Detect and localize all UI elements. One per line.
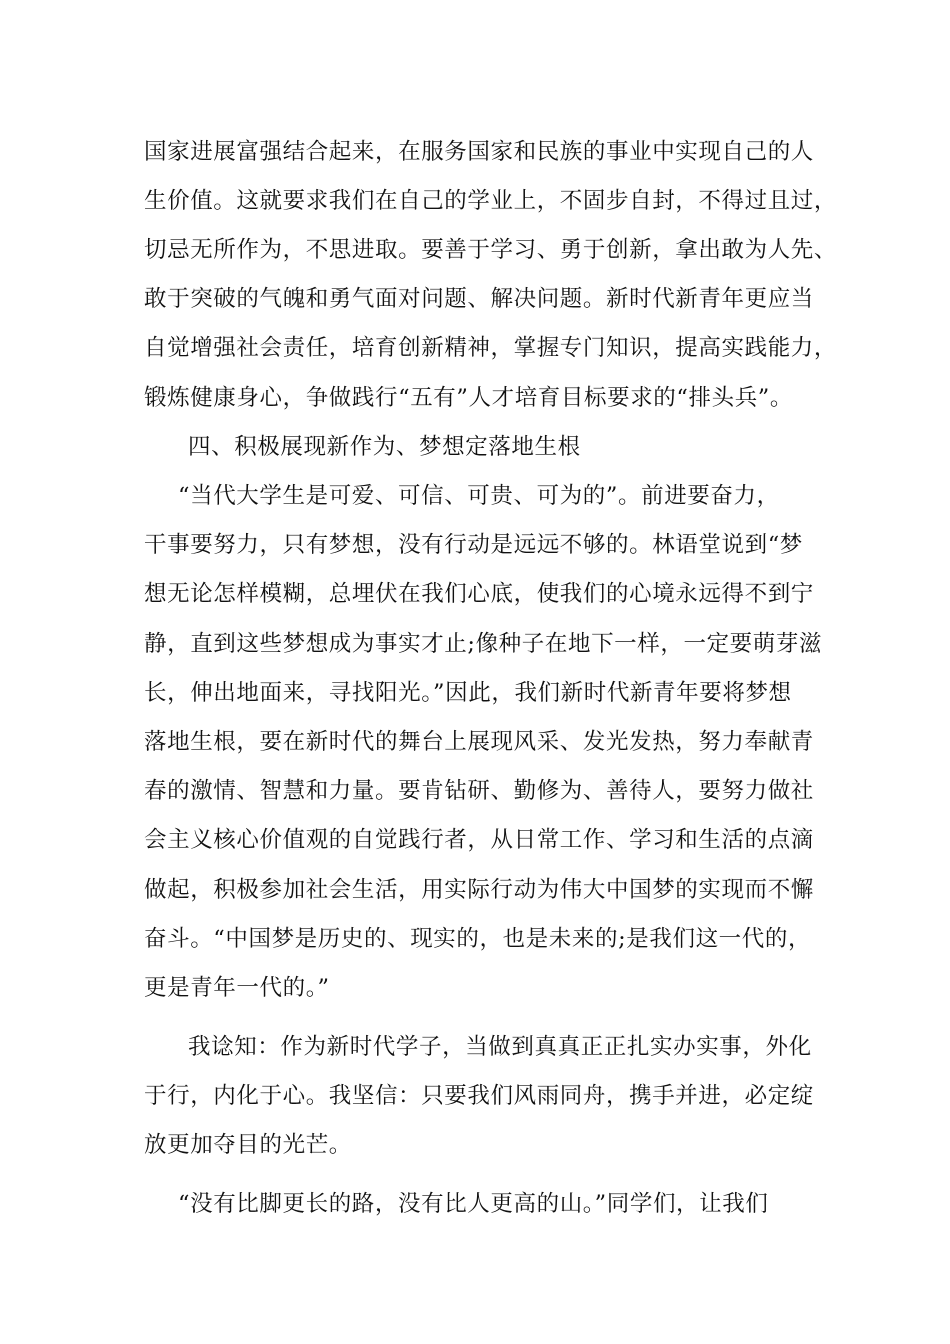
body-text-line: 干事要努力，只有梦想，没有行动是远远不够的。林语堂说到“梦 [144, 532, 803, 558]
body-text-line: 切忌无所作为，不思进取。要善于学习、勇于创新，拿出敢为人先、 [144, 237, 838, 263]
body-text-line: 锻炼健康身心，争做践行“五有”人才培育目标要求的“排头兵”。 [144, 385, 794, 411]
body-text-line: 奋斗。“中国梦是历史的、现实的，也是未来的;是我们这一代的， [144, 926, 812, 952]
body-text-line: 国家进展富强结合起来，在服务国家和民族的事业中实现自己的人 [144, 139, 814, 165]
section-heading: 四、积极展现新作为、梦想定落地生根 [188, 434, 581, 460]
body-text-line: 更是青年一代的。” [144, 975, 330, 1001]
body-text-line: 生价值。这就要求我们在自己的学业上，不固步自封，不得过且过， [144, 188, 838, 214]
body-text-line: 我谂知：作为新时代学子，当做到真真正正扎实办实事，外化 [188, 1034, 812, 1060]
body-text-line: 想无论怎样模糊，总埋伏在我们心底，使我们的心境永远得不到宁 [144, 581, 814, 607]
body-text-line: 自觉增强社会责任，培育创新精神，掌握专门知识，提高实践能力， [144, 335, 838, 361]
body-text-line: 于行，内化于心。我坚信：只要我们风雨同舟，携手并进，必定绽 [144, 1083, 814, 1109]
body-text-line: 静，直到这些梦想成为事实才止;像种子在地下一样，一定要萌芽滋 [144, 631, 823, 657]
body-text-line: 春的激情、智慧和力量。要肯钻研、勤修为、善待人，要努力做社 [144, 778, 814, 804]
body-text-line: 会主义核心价值观的自觉践行者，从日常工作、学习和生活的点滴 [144, 827, 814, 853]
body-text-line: 长，伸出地面来，寻找阳光。”因此，我们新时代新青年要将梦想 [144, 680, 792, 706]
body-text-line: 落地生根，要在新时代的舞台上展现风采、发光发热，努力奉献青 [144, 729, 814, 755]
body-text-line: 放更加夺目的光芒。 [144, 1132, 352, 1158]
body-text-line: 敢于突破的气魄和勇气面对问题、解决问题。新时代新青年更应当 [144, 286, 814, 312]
body-text-line: “当代大学生是可爱、可信、可贵、可为的”。前进要奋力， [178, 483, 780, 509]
body-text-line: 做起，积极参加社会生活，用实际行动为伟大中国梦的实现而不懈 [144, 877, 814, 903]
body-text-line: “没有比脚更长的路，没有比人更高的山。”同学们，让我们 [178, 1191, 769, 1217]
